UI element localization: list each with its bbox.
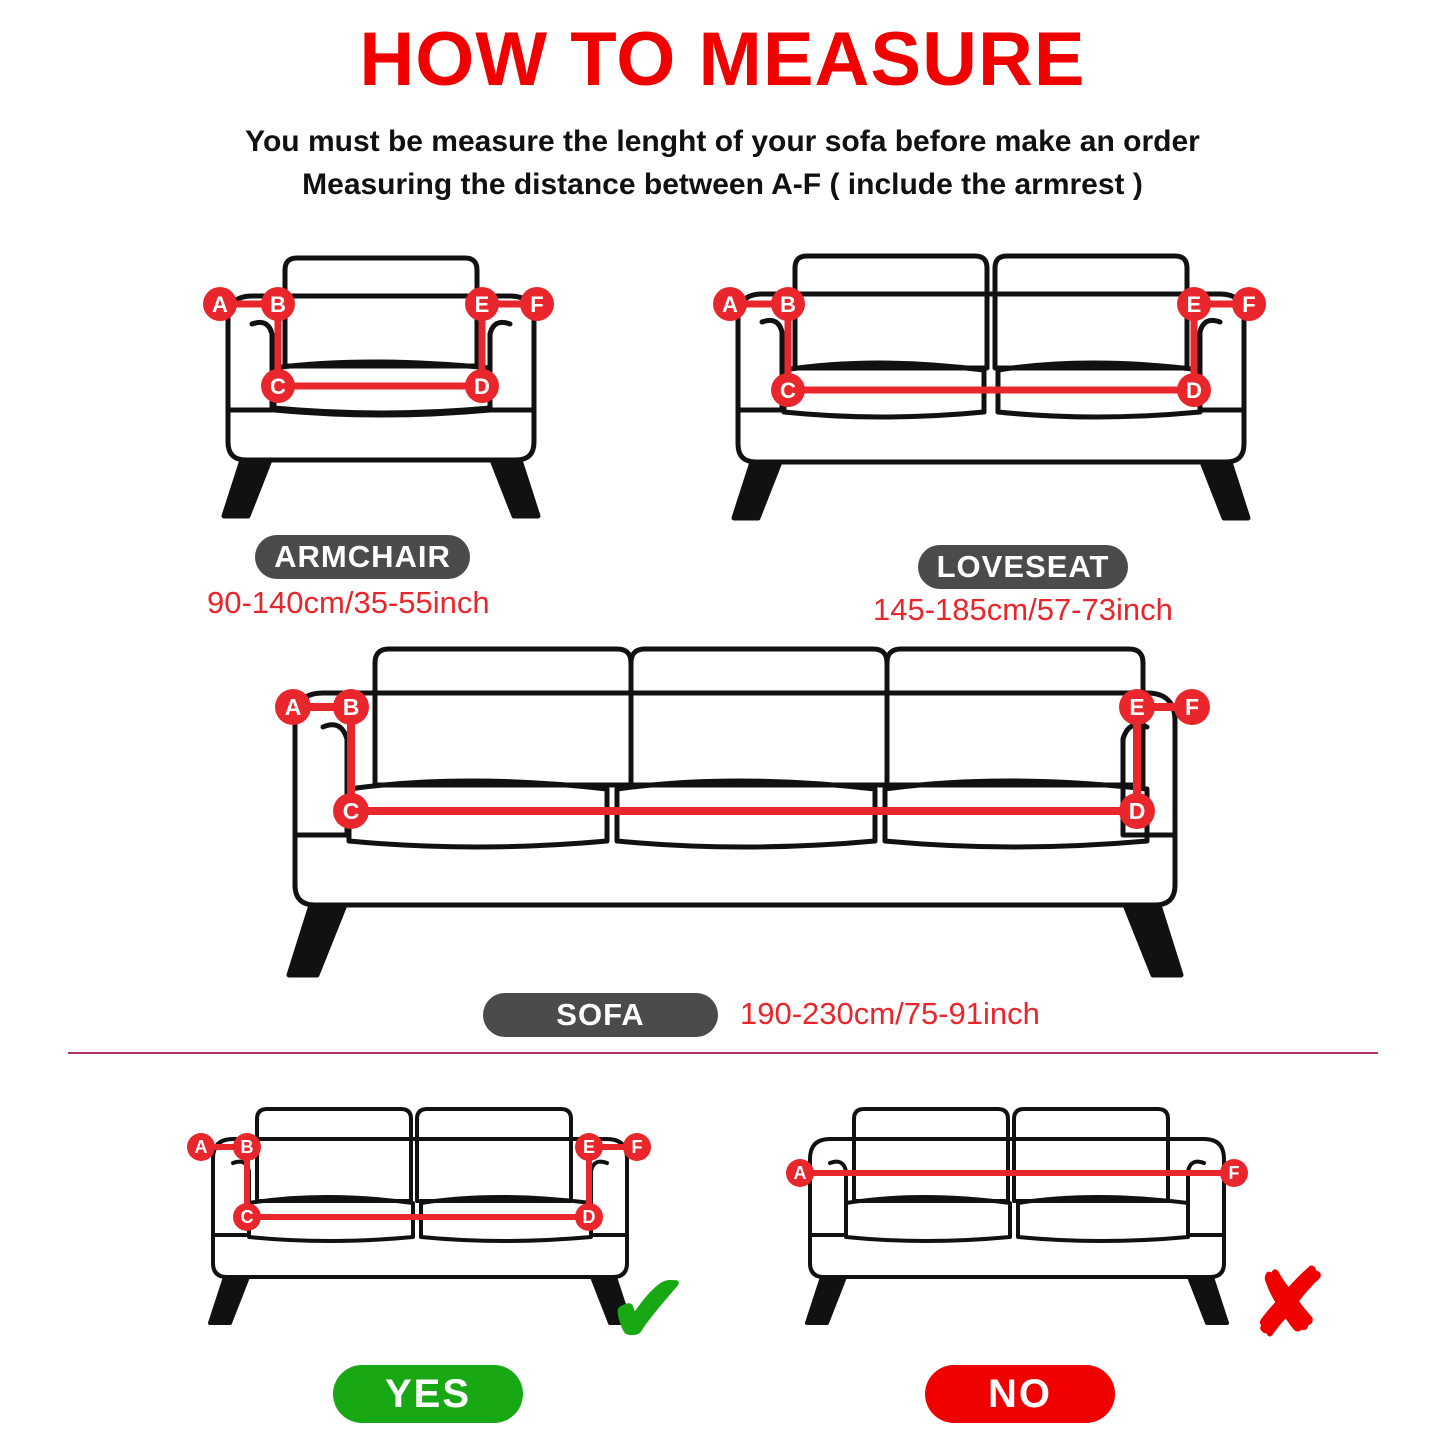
svg-text:A: A <box>284 694 302 720</box>
svg-text:E: E <box>1129 694 1145 720</box>
svg-text:D: D <box>1128 798 1146 824</box>
loveseat-dimension: 145-185cm/57-73inch <box>873 592 1173 627</box>
sofa-figure <box>275 635 1200 980</box>
svg-text:A: A <box>194 1137 208 1157</box>
incorrect-example-figure <box>782 1095 1252 1325</box>
armchair-dimension: 90-140cm/35-55inch <box>207 585 490 620</box>
sofa-label: SOFA <box>483 993 718 1037</box>
subtitle-line-1: You must be measure the lenght of your sofa before make an order <box>245 125 1200 158</box>
yes-badge: YES <box>333 1365 523 1423</box>
svg-text:D: D <box>474 374 490 399</box>
svg-text:A: A <box>793 1163 807 1183</box>
armchair-figure <box>190 240 570 520</box>
svg-text:F: F <box>1242 292 1256 317</box>
svg-text:F: F <box>1228 1163 1240 1183</box>
svg-text:B: B <box>342 694 360 720</box>
svg-text:B: B <box>780 292 796 317</box>
svg-text:C: C <box>240 1207 254 1227</box>
svg-text:B: B <box>270 292 286 317</box>
cross-mark-icon: ✘ <box>1250 1253 1328 1355</box>
loveseat-label: LOVESEAT <box>918 545 1128 589</box>
svg-text:F: F <box>631 1137 643 1157</box>
loveseat-figure <box>700 240 1280 520</box>
sofa-dimension: 190-230cm/75-91inch <box>740 996 1040 1031</box>
svg-text:D: D <box>582 1207 596 1227</box>
page-title: HOW TO MEASURE <box>359 17 1086 102</box>
svg-text:C: C <box>780 378 796 403</box>
correct-example-figure <box>185 1095 655 1325</box>
no-badge: NO <box>925 1365 1115 1423</box>
armchair-label: ARMCHAIR <box>255 535 470 579</box>
svg-text:E: E <box>582 1137 596 1157</box>
subtitle-line-2: Measuring the distance between A-F ( include the armrest ) <box>302 168 1143 201</box>
svg-text:E: E <box>1186 292 1202 317</box>
svg-text:C: C <box>342 798 360 824</box>
svg-text:E: E <box>474 292 490 317</box>
svg-text:C: C <box>270 374 286 399</box>
section-divider <box>68 1052 1378 1054</box>
svg-text:F: F <box>1184 694 1200 720</box>
svg-text:B: B <box>240 1137 254 1157</box>
svg-text:A: A <box>212 292 228 317</box>
svg-text:D: D <box>1186 378 1202 403</box>
svg-text:A: A <box>722 292 738 317</box>
check-mark-icon: ✔ <box>608 1256 689 1363</box>
svg-text:F: F <box>530 292 544 317</box>
